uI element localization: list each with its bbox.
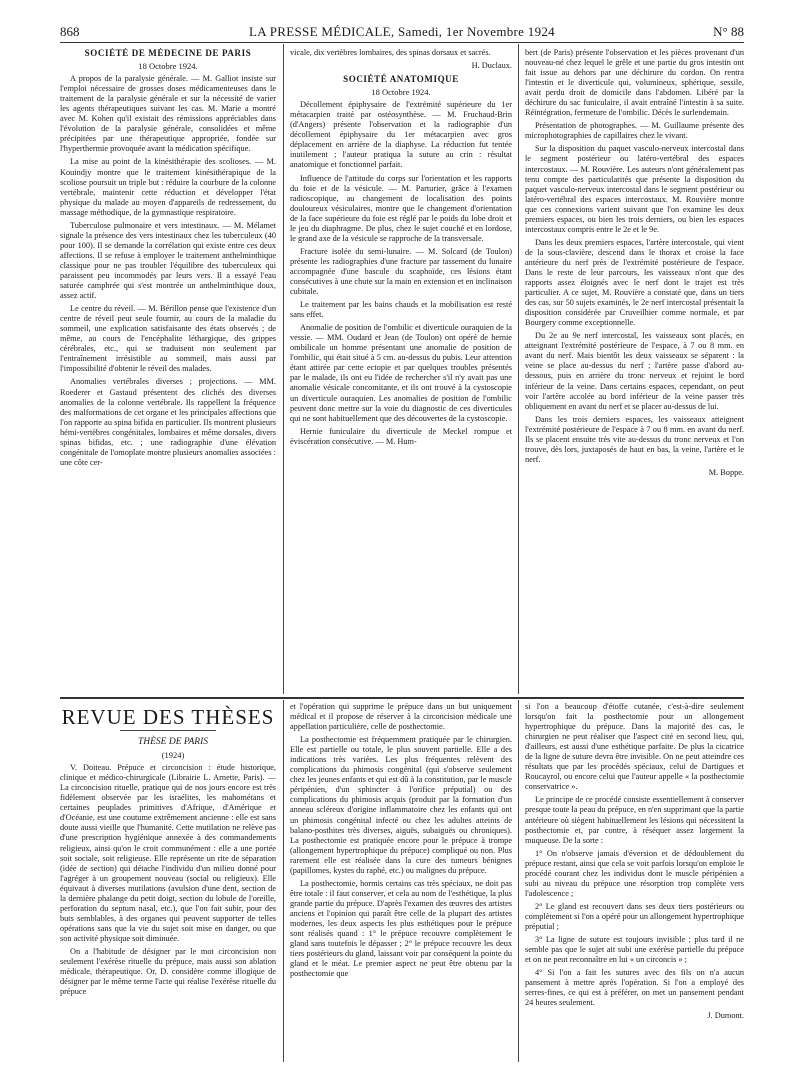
column-revue-1	[60, 702, 276, 1062]
paragraph: Décollement épiphysaire de l'extrémité supérieure du 1er métacarpien traité par ostéosynthèse. — M. Fruchaud-Brin (d'Angers) présente l'observation et la radiographie d'un décollement épiphysaire du 1er métacarpien avec gros déplacement en arrière de la diaphyse. La réduction fut tentée inutilement ; l'auteur pratiqua la suture au crin : résultat anatomique et fonctionnel parfait.	[290, 100, 512, 170]
thesis-heading: THÈSE DE PARIS	[137, 737, 208, 748]
column-divider	[518, 700, 519, 1062]
paragraph: Hernie funiculaire du diverticule de Meckel rompue et éviscération consécutive. — M. Hum-	[290, 426, 512, 446]
paragraph: 3° La ligne de suture est toujours invisible ; plus tard il ne semble pas que le sujet ait subi une exérèse partielle du prépuce et on ne peut reconnaître en lui « un circoncis » ;	[525, 935, 744, 965]
paragraph: Le principe de ce procédé consiste essentiellement à conserver presque toute la peau du prépuce, en n'en supprimant que la partie antérieure où siègent habituellement les lésions qui nécessitent la posthectomie et, par contre, à réséquer assez largement la muqueuse. De la sorte :	[525, 795, 744, 845]
paragraph: Anomalie de position de l'ombilic et diverticule ouraquien de la vessie. — MM. Oudard et Jean (de Toulon) ont opéré de hernie ombilicale un homme présentant une anomalie de position de l'ombilic, qui était situé à 5 cm. au-dessus du pubis. Leur attention étant attirée par cette ectopie et par quelques troubles présentés par le malade, ils ont eu l'idée de rechercher s'il n'y avait pas une anomalie vésicale concomitante, et ils ont trouvé à la cystoscopie un diverticule ouraquien. Les anomalies de position de l'ombilic peuvent donc mettre sur la voie du diagnostic de ces diverticules qui ne sont habituellement que des découvertes de la cystoscopie.	[290, 323, 512, 423]
paragraph: La posthectomie est fréquemment pratiquée par le chirurgien. Elle est partielle ou totale, le plus souvent partielle. Elle a des indications très variées. Les plus fréquentes relèvent des complications du phimosis congénital (qui s'observe seulement chez les jeunes enfants et qui est dû à la constitution, par le muscle péripénien, d'un sphincter à l'orifice préputial) ou des complications du phimosis acquis (produit par la formation d'un anneau scléreux d'origine inflammatoire chez les enfants qui ont un phimosis congénital infecté ou chez les adultes atteints de balano-posthites très diverses, aiguës, subaiguës ou chroniques). La posthectomie est pratiquée encore pour le prépuce à trompe (allongement hypertrophique du prépuce) compliqué ou non. Plus rarement elle est réalisée dans la cure des tumeurs bénignes (papillomes, kystes du raphé, etc.) ou malignes du prépuce.	[290, 735, 512, 875]
paragraph: Le centre du réveil. — M. Bérillon pense que l'existence d'un centre de réveil peut seule fournir, au cours de la maladie du sommeil, une explication satisfaisante des états observés ; de même, au cours de l'encéphalite léthargique, des grippes cérébrales, etc., qui se traduisent non seulement par l'entraînement irrésistible au sommeil, mais aussi par l'impossibilité d'obtenir le réveil des malades.	[60, 304, 276, 374]
paragraph: vicale, dix vertèbres lombaires, des spinas dorsaux et sacrés.	[290, 48, 491, 57]
column-revue-3	[525, 702, 744, 1062]
column-revue-2	[290, 702, 512, 1062]
section-heading: SOCIÉTÉ ANATOMIQUE	[343, 74, 459, 85]
paragraph: Dans les trois derniers espaces, les vaisseaux atteignent l'extrémité postérieure de l'espace à 7 ou 8 mm. en avant du nerf. Ils se placent ensuite très vite au-dessus du tronc nerveux et l'on trouve, dès lors, juxtaposés de haut en bas, la veine, l'artère et le nerf.	[525, 414, 744, 464]
column-societe-anatomique	[290, 48, 512, 694]
paragraph: V. Doiteau. Prépuce et circoncision : étude historique, clinique et médico-chirurgicale (Librairie L. Arnette, Paris). — La circoncision rituelle, pratique qui de nos jours encore est très fidèlement observée par les israélites, les mahométans et certaines peuplades primitives d'Afrique, d'Amérique et d'Océanie, est une coutume extrêmement ancienne : elle est sans doute aussi vieille que l'humanité. Cette mutilation ne relève pas d'une prescription hygiénique annexée à des commandements religieux, ainsi qu'on le croit communément : elle a une portée soit sociale, soit religieuse. Elle représente un rite de séparation (idée de section) qui détache l'individu d'un milieu donné pour l'agréger à un groupement nouveau (social ou religieux). Elle équivaut à diverses mutilations (avulsion d'une dent, section de la dernière phalange du petit doigt, section du lobule de l'oreille, perforation du septum nasal, etc.), que l'on fait subir, pour des buts semblables, à des organes qui peuvent supporter de telles opérations sans que la vie du sujet soit mise en danger, ou que son activité physique soit diminuée.	[60, 763, 276, 943]
paragraph: 2° Le gland est recouvert dans ses deux tiers postérieurs ou complètement si l'on a opéré pour un allongement hypertrophique préputial ;	[525, 901, 744, 931]
paragraph: bert (de Paris) présente l'observation et les pièces provenant d'un nouveau-né chez lequel le grêle et une partie du gros intestin ont fait issue au dehors par une déchirure du cordon. On rentra l'intestin et le diverticule qui, volumineux, sphérique, sessile, avait perdu droit de domicile dans l'abdomen. Libéré par la déchirure du sac funiculaire, il avait entraîné l'intestin à sa suite. Réintégration, fermeture de l'ombilic. Décès le surlendemain.	[525, 48, 744, 118]
paragraph: On a l'habitude de désigner par le mot circoncision non seulement l'exérèse rituelle du prépuce, mais aussi son ablation médicale, thérapeutique. Or, D. considère comme illogique de désigner par le même terme l'acte qui réalise l'exérèse rituelle du prépuce	[60, 946, 276, 997]
paragraph: Influence de l'attitude du corps sur l'orientation et les rapports du foie et de la vésicule. — M. Parturier, grâce à l'examen radioscopique, au changement de localisation des points douloureux vésiculaires, montre que le changement d'orientation de la face supérieure du foie est réglé par le poids du lobe droit et le jeu du diaphragme. De plus, chez le sujet couché et en lordose, le grand axe de la vésicule se rapproche de la transversale.	[290, 173, 512, 243]
paragraph: Fracture isolée du semi-lunaire. — M. Solcard (de Toulon) présente les radiographies d'une fracture par tassement du lunaire accompagnée d'une bascule du scaphoïde, ces lésions étant consécutives à une chute sur la main en extension et en inclinaison cubitale.	[290, 246, 512, 297]
column-divider	[283, 700, 284, 1062]
paragraph: et l'opération qui supprime le prépuce dans un but uniquement médical et il propose de réserver à la circoncision médicale une appellation particulière, celle de posthectomie.	[290, 702, 512, 732]
header-rule	[60, 42, 744, 43]
paragraph: Tuberculose pulmonaire et vers intestinaux. — M. Mélamet signale la présence des vers intestinaux chez les tuberculeux (40 pour 100). Il se demande la corrélation qui existe entre ces deux affections. Il se refuse à employer le traitement anthelminthique classique pour ne pas troubler l'équilibre des tuberculeux qui paraissent peu incommodés par leurs vers. Il a essayé l'eau saturée camphrée qui s'est montrée un anthelminthique doux, assez actif.	[60, 220, 276, 301]
paragraph: Du 2e au 9e nerf intercostal, les vaisseaux sont placés, en atteignant l'extrémité postérieure de l'espace, à 7 ou 8 mm. en avant du nerf. Mais bientôt les deux vaisseaux se séparent : la veine se place au-dessus du nerf ; l'artère passe d'abord au-dessous, puis en arrière du tronc nerveux et rejoint le bord inférieur de la veine. Dans certains espaces, cependant, on peut voir l'artère accolée au bord inférieur de la veine passer très obliquement en avant du nerf et se placer au-dessus de lui.	[525, 331, 744, 411]
paragraph: Dans les deux premiers espaces, l'artère intercostale, qui vient de la sous-clavière, descend dans le thorax et croise la face antérieure du nerf près de l'extrémité postérieure de l'espace. Dans le reste de leur parcours, les vaisseaux n'ont que des rapports assez éloignés avec le nerf dont le trajet est très particulier. A ce sujet, M. Rouvière a constaté que, dans un tiers des cas, sur 50 sujets examinés, le 2e nerf intercostal présentait la disposition considérée par Cruveilhier comme normale, et par Bourgery comme exceptionnelle.	[525, 237, 744, 328]
signature: J. Dumont.	[707, 1011, 744, 1021]
column-divider	[518, 44, 519, 694]
section-separator	[60, 697, 744, 699]
column-continued	[525, 48, 744, 694]
title-rule	[120, 730, 216, 731]
column-divider	[283, 44, 284, 694]
paragraph: 1° On n'observe jamais d'éversion et de dédoublement du prépuce restant, ainsi que cela se voit parfois lorsqu'on emploie le procédé courant chez les individus dont le muscle péripénien a subi au niveau du prépuce une résorption trop complète vers l'adolescence ;	[525, 848, 744, 898]
paragraph: Anomalies vertébrales diverses ; projections. — MM. Roederer et Gastaud présentent des clichés des diverses anomalies de la colonne vertébrale. Ils rappellent la fréquence des malformations de cet organe et les principales affections que l'on rapporte au spina bifida en particulier. Ils montrent plusieurs hémi-vertèbres congénitales, lombaires et même dorsales, divers spinas bifidas, etc. ; une radiographie d'une élévation congénitale de l'omoplate montre plusieurs anomalies associées : une côte cer-	[60, 377, 276, 467]
session-date: 18 Octobre 1924.	[138, 61, 198, 72]
section-heading: SOCIÉTÉ DE MÉDECINE DE PARIS	[84, 48, 252, 58]
signature: M. Boppe.	[708, 467, 744, 477]
paragraph: Le traitement par les bains chauds et la mobilisation est resté sans effet.	[290, 300, 512, 320]
paragraph: La mise au point de la kinésithérapie des scolioses. — M. Kouindjy montre que le traitement kinésithérapique de la scoliose poursuit un triple but : réduire la courbure de la colonne vertébrale, maintenir cette réduction et développer l'état physique du malade au moyen d'appareils de redressement, du massage méthodique, de la gymnastique respiratoire.	[60, 157, 276, 217]
paragraph: 4° Si l'on a fait les sutures avec des fils on n'a aucun pansement à mettre après l'opération. Si l'on a employé des serres-fines, ce qui est à préférer, on met un pansement pendant 24 heures seulement.	[525, 968, 744, 1008]
thesis-year: (1924)	[161, 750, 185, 761]
paragraph: Présentation de photographes. — M. Guillaume présente des microphotographies de capillaires chez le vivant.	[525, 121, 744, 141]
paragraph: A propos de la paralysie générale. — M. Galliot insiste sur l'emploi nécessaire de grosses doses médicamenteuses dans le traitement de la paralysie générale et sur la nécessité de varier les agents thérapeutiques suivant les cas. M. Marie a montré avec M. Kohen qu'il existait des rémissions appréciables dans l'évolution de la paralysie générale, consolidées et même précipitées par une thérapeutique appropriée, fondée sur l'hyperthermie provoquée avant la médication spécifique.	[60, 74, 276, 154]
paragraph: si l'on a beaucoup d'étoffe cutanée, c'est-à-dire seulement lorsqu'on fait la posthectomie pour un allongement hypertrophique du prépuce. Dans la majorité des cas, le chirurgien ne peut réaliser que l'aspect cité en second lieu, qui, d'ailleurs, est aussi d'une esthétique parfaite. De plus la cicatrice de la ligne de suture devra être invisible. On ne peut atteindre ces résultats que par les procédés spéciaux, celui de Dartigues et Roucayrol, ou encore celui que l'auteur appelle « la posthectomie conservatrice ».	[525, 702, 744, 792]
signature: H. Duclaux.	[471, 61, 512, 71]
column-societe-medecine	[60, 48, 276, 694]
paragraph: Sur la disposition du paquet vasculo-nerveux intercostal dans le segment postérieur ou latéro-vertébral des espaces intercostaux. — M. Rouvière. Les auteurs n'ont généralement pas tenu compte des particularités que présente la disposition du paquet vasculo-nerveux intercostal dans le segment postérieur ou latéro-vertébral des espaces intercostaux. M. Rouvière montre que ces connexions varient suivant que l'on examine les deux premiers espaces, ou bien les trois derniers, ou bien les espaces intercostaux compris entre le 2e et le 9e.	[525, 144, 744, 234]
issue-number: N° 88	[713, 24, 744, 39]
revue-title: REVUE DES THÈSES	[61, 705, 275, 729]
paragraph: La posthectomie, hormis certains cas très spéciaux, ne doit pas être totale : il faut conserver, et cela au nom de l'esthétique, la plus grande partie du prépuce. D'après l'examen des œuvres des artistes anciens et l'opinion qui paraît être celle de la plupart des artistes modernes, les deux aspects les plus esthétiques pour le prépuce sont réalisés quand : 1° le prépuce recouvre complètement le gland sans toutefois le dépasser ; 2° le prépuce recouvre les deux tiers postérieurs du gland, laissant voir par conséquent la pointe du gland et le méat. Le premier aspect ne peut être obtenu par la posthectomie que	[290, 878, 512, 979]
journal-title: LA PRESSE MÉDICALE, Samedi, 1er Novembre 1924	[249, 24, 555, 39]
page-header	[60, 24, 744, 40]
session-date: 18 Octobre 1924.	[371, 87, 431, 98]
page-number: 868	[60, 24, 80, 39]
